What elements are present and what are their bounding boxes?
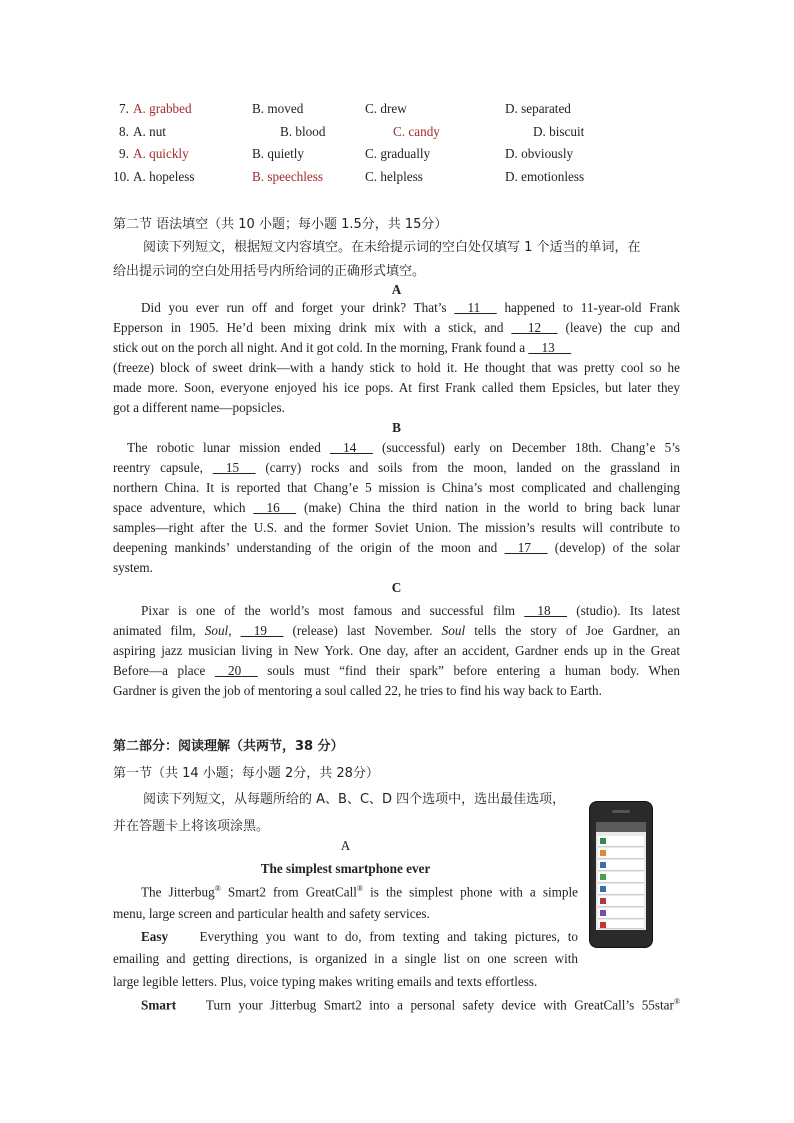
passage-line: space adventure, which 16 (make) China the third nation in the world to bring back lunar — [113, 500, 681, 515]
passage-line: made more. Soon, everyone enjoyed his ice pops. At first Frank called them Epsicles, but later they — [113, 380, 680, 395]
phone-screen — [596, 822, 646, 930]
option-a: A. grabbed — [133, 101, 192, 116]
option-b: B. blood — [280, 124, 326, 139]
option-row-9 — [0, 146, 794, 166]
passage-line: Smart Turn your Jitterbug Smart2 into a personal safety device with GreatCall’s 55star® — [141, 997, 681, 1013]
blank-19: 19 — [253, 623, 267, 638]
passage-line: (freeze) block of sweet drink—with a handy stick to hold it. He thought that was pretty cool so he — [113, 360, 680, 375]
passage-line: got a different name—popsicles. — [113, 400, 285, 415]
passage-line: samples—right after the U.S. and the former Soviet Union. The mission’s results will contribute to — [113, 520, 680, 535]
passage-line: emailing and getting directions, is organized in a single list on one screen with — [113, 951, 578, 966]
option-d: D. biscuit — [533, 124, 585, 139]
passage-line: Gardner is given the job of mentoring a soul called 22, he tries to find his way back to Earth. — [113, 683, 602, 698]
phone-menu-item — [598, 860, 644, 871]
passage-label-b: B — [392, 420, 401, 435]
passage-line: northern China. It is reported that Chang’e 5 mission is China’s most complicated and challenging — [113, 480, 680, 495]
option-d: D. obviously — [505, 146, 574, 161]
option-c: C. drew — [365, 101, 407, 116]
blank-18: 18 — [537, 603, 551, 618]
passage-line: stick out on the porch all night. And it got cold. In the morning, Frank found a 13 — [113, 340, 571, 356]
passage-line: deepening mankinds’ understanding of the origin of the moon and 17 (develop) of the solar — [113, 540, 681, 555]
passage-line: Did you ever run off and forget your drink? That’s 11 happened to 11-year-old Frank — [141, 300, 681, 315]
phone-menu-item — [598, 848, 644, 859]
instruction-line: 阅读下列短文，根据短文内容填空。在未给提示词的空白处仅填写 1 个适当的单词，在 — [143, 240, 641, 255]
smartphone-image — [590, 802, 652, 947]
speaker-icon — [612, 810, 630, 813]
phone-menu-item — [598, 920, 644, 929]
option-b: B. quietly — [252, 146, 305, 161]
instruction-line: 阅读下列短文，从每题所给的 A、B、C、D 四个选项中，选出最佳选项， — [143, 792, 566, 807]
question-number: 10. — [113, 169, 130, 184]
passage-label-a: A — [391, 282, 402, 297]
phone-menu-item — [598, 908, 644, 919]
passage-line: The robotic lunar mission ended 14 (successful) early on December 18th. Chang’e 5’s — [127, 440, 681, 455]
option-c: C. candy — [393, 124, 440, 139]
blank-13: 13 — [541, 340, 555, 355]
blank-11: 11 — [467, 300, 481, 315]
passage-line: aspiring jazz musician living in New York. One day, after an accident, Gardner ends up in the Great — [113, 643, 680, 658]
passage-line: Easy Everything you want to do, from texting and taking pictures, to — [141, 929, 579, 944]
option-b: B. moved — [252, 101, 304, 116]
passage-title: The simplest smartphone ever — [260, 861, 431, 876]
option-d: D. emotionless — [505, 169, 585, 184]
instruction-line: 并在答题卡上将该项涂黑。 — [113, 819, 270, 834]
blank-20: 20 — [228, 663, 242, 678]
option-a: A. nut — [133, 124, 166, 139]
passage-line: The Jitterbug® Smart2 from GreatCall® is the simplest phone with a simple — [141, 884, 579, 900]
option-b: B. speechless — [252, 169, 324, 184]
passage-line: reentry capsule, 15 (carry) rocks and soils from the moon, landed on the grassland in — [113, 460, 680, 475]
part-heading: 第二部分：阅读理解（共两节，38 分） — [113, 739, 344, 754]
blank-15: 15 — [225, 460, 240, 475]
phone-menu-item — [598, 884, 644, 895]
phone-menu-item — [598, 896, 644, 907]
option-row-10 — [0, 169, 794, 189]
question-number: 9. — [119, 146, 129, 161]
blank-17: 17 — [517, 540, 531, 555]
passage-line: Epperson in 1905. He’d been mixing drink mix with a stick, and 12 (leave) the cup and — [113, 320, 681, 335]
option-a: A. hopeless — [133, 169, 195, 184]
phone-status-bar — [596, 822, 646, 832]
passage-line: large legible letters. Plus, voice typing makes writing emails and texts effortless. — [113, 974, 538, 989]
passage-label-c: C — [391, 580, 402, 595]
instruction-line: 给出提示词的空白处用括号内所给词的正确形式填空。 — [113, 264, 426, 279]
blank-16: 16 — [266, 500, 280, 515]
phone-menu-item — [598, 872, 644, 883]
passage-line: system. — [113, 560, 153, 575]
passage-label-a: A — [340, 838, 351, 853]
passage-line: Pixar is one of the world’s most famous and successful film 18 (studio). Its latest — [141, 603, 680, 618]
option-c: C. gradually — [365, 146, 431, 161]
passage-line: animated film, Soul, 19 (release) last November. Soul tells the story of Joe Gardner, an — [113, 623, 681, 638]
section-heading: 第二节 语法填空（共 10 小题；每小题 1.5分，共 15分） — [113, 217, 448, 232]
question-number: 8. — [119, 124, 129, 139]
option-c: C. helpless — [365, 169, 423, 184]
option-row-8 — [0, 124, 794, 144]
passage-line: Before—a place 20 souls must “find their spark” before entering a human body. When — [113, 663, 680, 678]
option-row-7 — [0, 101, 794, 121]
blank-12: 12 — [527, 320, 542, 335]
question-number: 7. — [119, 101, 129, 116]
blank-14: 14 — [343, 440, 357, 455]
passage-line: menu, large screen and particular health and safety services. — [113, 906, 430, 921]
option-a: A. quickly — [133, 146, 189, 161]
section-subheading: 第一节（共 14 小题；每小题 2分，共 28分） — [113, 766, 379, 781]
option-d: D. separated — [505, 101, 571, 116]
phone-menu-item — [598, 836, 644, 847]
